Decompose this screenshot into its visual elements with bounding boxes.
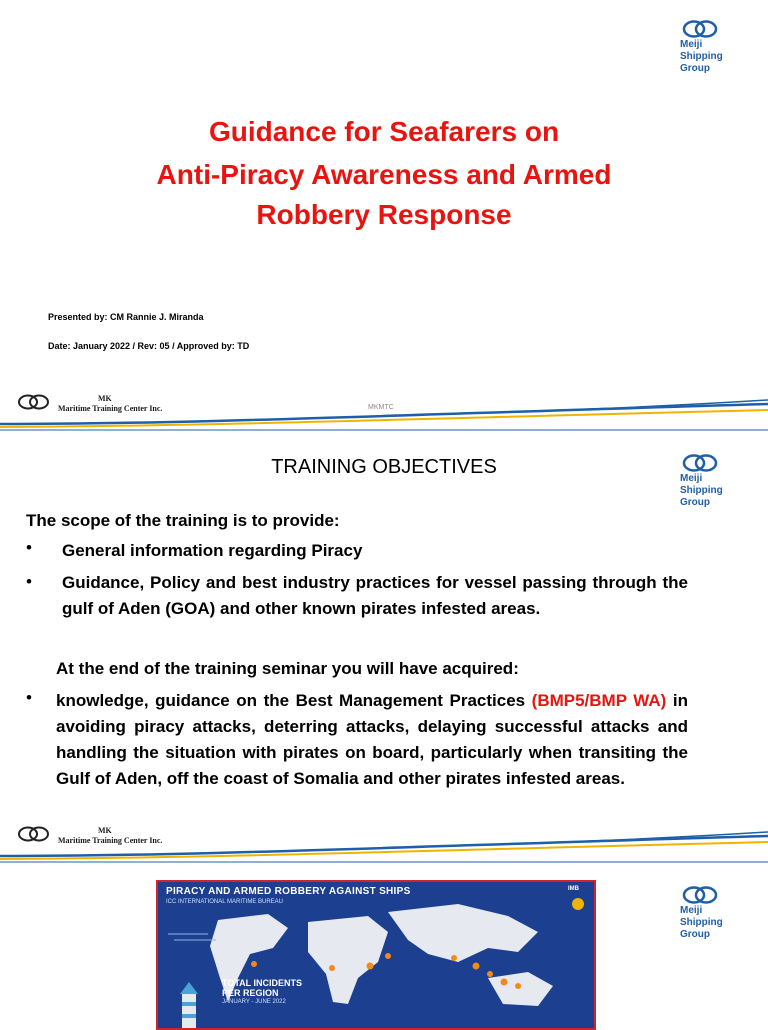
imb-label: IMB bbox=[568, 886, 579, 892]
logo-text-3: Group bbox=[680, 497, 710, 508]
mk-company: Maritime Training Center Inc. bbox=[58, 404, 163, 413]
logo-text-1: Meiji bbox=[680, 39, 703, 50]
mk-logo bbox=[16, 826, 163, 847]
intro-text: The scope of the training is to provide: bbox=[26, 511, 340, 530]
logo-text-3: Group bbox=[680, 929, 710, 940]
mk-rings-icon bbox=[16, 394, 52, 410]
knowledge-paragraph bbox=[56, 688, 688, 792]
map-title: PIRACY AND ARMED ROBBERY AGAINST SHIPS bbox=[166, 886, 411, 897]
title-line-2: Anti-Piracy Awareness and Armed bbox=[156, 159, 612, 190]
mk-company: Maritime Training Center Inc. bbox=[58, 836, 163, 845]
logo-text-1: Meiji bbox=[680, 473, 703, 484]
bullet-dot: • bbox=[26, 572, 32, 591]
map-subtitle: ICC INTERNATIONAL MARITIME BUREAU bbox=[166, 899, 284, 905]
footer-2 bbox=[0, 826, 768, 866]
incidents-title: TOTAL INCIDENTS bbox=[222, 978, 303, 988]
footer-code: MKMTC bbox=[368, 404, 394, 411]
bullet-dot: • bbox=[26, 688, 32, 707]
piracy-map-image bbox=[156, 880, 596, 1030]
logo-text-1: Meiji bbox=[680, 905, 703, 916]
knowledge-pre: knowledge, guidance on the Best Management Practices bbox=[56, 691, 526, 710]
meiji-logo bbox=[680, 20, 746, 74]
logo-text-2: Shipping bbox=[680, 485, 723, 496]
meiji-rings-icon bbox=[680, 886, 720, 904]
wave-stripes bbox=[0, 826, 768, 866]
knowledge-post: in avoiding piracy attacks, deterring attacks, delaying successful attacks and handling the situation with pirates on board, particularly when transiting the Gulf of Aden, off the coast of Somalia and other pirates infested areas. bbox=[56, 691, 688, 788]
bullet-1: General information regarding Piracy bbox=[62, 541, 363, 560]
bmp-highlight: (BMP5/BMP WA) bbox=[531, 691, 667, 710]
subheading: At the end of the training seminar you will have acquired: bbox=[56, 659, 519, 678]
logo-text-2: Shipping bbox=[680, 51, 723, 62]
meiji-logo-3 bbox=[680, 886, 746, 940]
logo-text-3: Group bbox=[680, 63, 710, 74]
title-line-3: Robbery Response bbox=[256, 199, 512, 230]
section-heading: TRAINING OBJECTIVES bbox=[271, 456, 497, 478]
mk-label: MK bbox=[98, 394, 112, 403]
period-label: JANUARY - JUNE 2022 bbox=[222, 999, 286, 1005]
date-line: Date: January 2022 / Rev: 05 / Approved by: TD bbox=[48, 341, 250, 351]
wave-stripes bbox=[0, 394, 768, 434]
footer-1 bbox=[0, 394, 768, 434]
mk-logo bbox=[16, 394, 163, 415]
title-line-1: Guidance for Seafarers on bbox=[208, 116, 560, 147]
bullet-dot: • bbox=[26, 538, 32, 557]
presented-by: Presented by: CM Rannie J. Miranda bbox=[48, 312, 204, 322]
mk-rings-icon bbox=[16, 826, 52, 842]
mk-label: MK bbox=[98, 826, 112, 835]
bullet-2: Guidance, Policy and best industry practices for vessel passing through the gulf of Aden (GOA) and other known pirates infested areas. bbox=[62, 573, 688, 618]
incidents-sub: PER REGION bbox=[222, 988, 279, 998]
logo-text-2: Shipping bbox=[680, 917, 723, 928]
meiji-rings-icon bbox=[680, 20, 720, 38]
